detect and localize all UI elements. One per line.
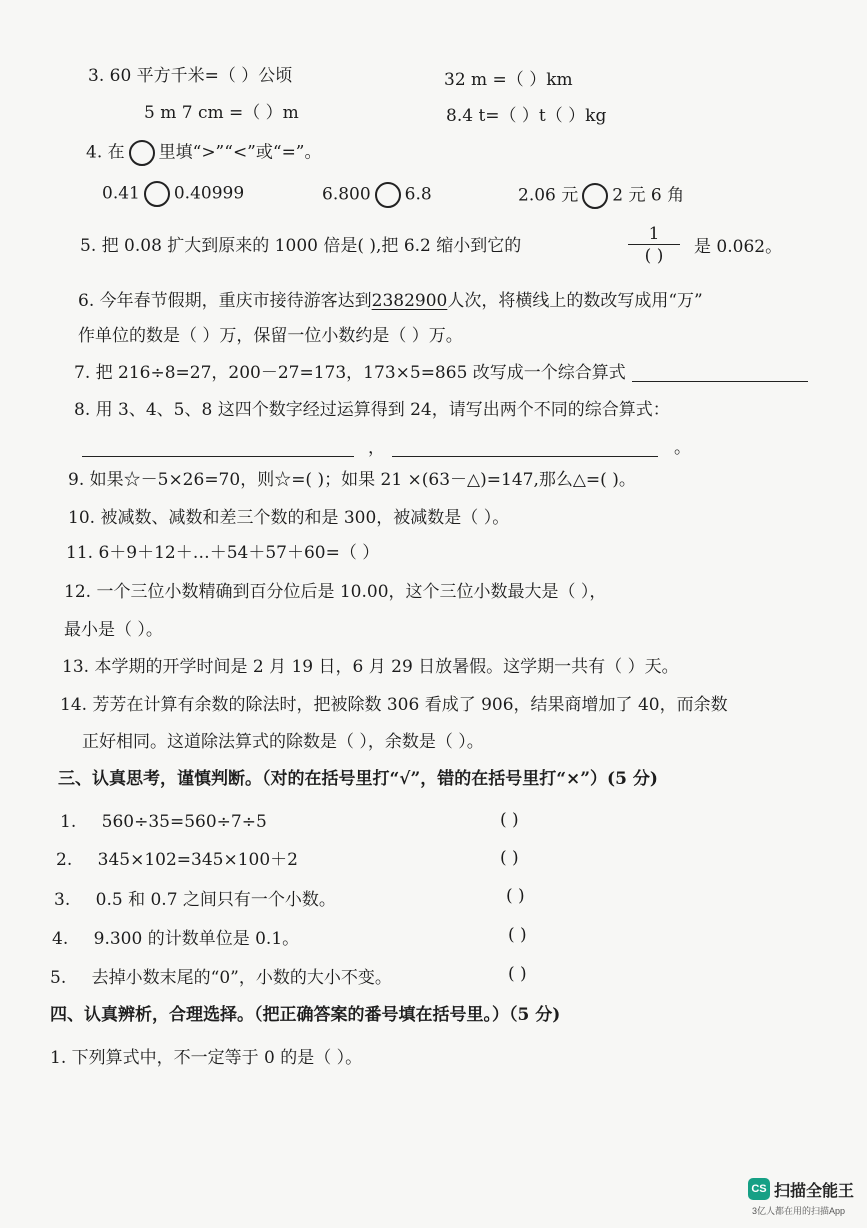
- judge-item-no: 5.: [50, 968, 67, 988]
- judge-paren-4[interactable]: ( ): [508, 925, 527, 945]
- q3-line2-a: 5 m 7 cm =（ ）m: [144, 103, 299, 123]
- q3-line1-b: 32 m =（ ）km: [444, 70, 573, 90]
- q13-text: 13. 本学期的开学时间是 2 月 19 日，6 月 29 日放暑假。这学期一共有（ ）天。: [62, 657, 679, 677]
- q6-underlined-number: 2382900: [371, 291, 448, 311]
- judge-item-1: [60, 810, 267, 834]
- q4-item-right: 6.8: [404, 184, 432, 205]
- section3-title: 三、认真思考，谨慎判断。（对的在括号里打“√”，错的在括号里打“×”）(5 分): [58, 769, 658, 789]
- judge-paren-3[interactable]: ( ): [506, 886, 525, 906]
- fraction-numerator: 1: [648, 224, 660, 244]
- watermark-subtitle: 3亿人都在用的扫描App: [752, 1206, 846, 1216]
- q4-item-left: 0.41: [102, 183, 140, 204]
- judge-item-5: [50, 966, 392, 990]
- q4-item-left: 2.06 元: [518, 185, 579, 206]
- judge-item-text: 去掉小数末尾的“0”，小数的大小不变。: [91, 968, 392, 988]
- q4-item-1: [102, 181, 244, 207]
- q8-answer-line-2[interactable]: [392, 456, 658, 457]
- q8-answer-line-1[interactable]: [82, 456, 354, 457]
- judge-item-3: [54, 888, 336, 912]
- q6-line1-pre: 6. 今年春节假期，重庆市接待游客达到: [78, 291, 372, 311]
- q4-suffix: 里填“>”“<”或“=”。: [158, 142, 322, 163]
- q14-line2: 正好相同。这道除法算式的除数是（ ），余数是（ ）。: [82, 732, 484, 752]
- judge-item-text: 560÷35=560÷7÷5: [101, 812, 267, 832]
- judge-item-4: [52, 927, 299, 951]
- q4-prompt: [86, 140, 322, 166]
- q4-item-3: [518, 183, 684, 209]
- section4-q1: 1. 下列算式中，不一定等于 0 的是（ ）。: [50, 1048, 363, 1068]
- answer-circle-icon[interactable]: [144, 181, 170, 207]
- judge-item-text: 0.5 和 0.7 之间只有一个小数。: [95, 890, 336, 910]
- q3-line2-b: 8.4 t=（ ）t（ ）kg: [446, 106, 607, 126]
- answer-circle-icon[interactable]: [582, 183, 608, 209]
- q7-answer-line[interactable]: [632, 381, 808, 382]
- q4-prefix: 4. 在: [86, 142, 125, 163]
- q9-text: 9. 如果☆－5×26=70，则☆=( )；如果 21 ×(63－△)=147,那么△=( )。: [68, 470, 636, 490]
- watermark-name: 扫描全能王: [774, 1183, 855, 1200]
- q8-end: 。: [674, 438, 691, 458]
- q5-tail: 是 0.062。: [694, 237, 783, 257]
- q5-text: 5. 把 0.08 扩大到原来的 1000 倍是( ),把 6.2 缩小到它的: [80, 236, 522, 256]
- q6-line1: [78, 289, 703, 313]
- q4-item-left: 6.800: [322, 184, 371, 205]
- q6-line1-post: 人次，将横线上的数改写成用“万”: [447, 291, 703, 311]
- q3-line1-a: 3. 60 平方千米=（ ）公顷: [88, 66, 293, 86]
- q4-item-2: [322, 182, 432, 208]
- q6-line2: 作单位的数是（ ）万，保留一位小数约是（ ）万。: [78, 326, 463, 346]
- q8-separator: ，: [368, 438, 385, 458]
- q4-item-right: 2 元 6 角: [612, 185, 685, 206]
- judge-item-no: 2.: [56, 850, 73, 870]
- judge-item-text: 9.300 的计数单位是 0.1。: [93, 929, 300, 949]
- judge-paren-5[interactable]: ( ): [508, 964, 527, 984]
- camscanner-logo-icon: CS: [748, 1178, 770, 1200]
- judge-item-2: [56, 848, 298, 872]
- judge-paren-2[interactable]: ( ): [500, 848, 519, 868]
- q11-text: 11. 6＋9＋12＋…＋54＋57＋60=（ ）: [66, 543, 380, 563]
- q4-item-right: 0.40999: [173, 183, 245, 204]
- q7-text: 7. 把 216÷8=27，200－27=173，173×5=865 改写成一个综合算式: [74, 363, 626, 383]
- q5-fraction: [628, 224, 680, 267]
- judge-paren-1[interactable]: ( ): [500, 810, 519, 830]
- section4-title: 四、认真辨析，合理选择。（把正确答案的番号填在括号里。）（5 分): [50, 1005, 561, 1025]
- q12-line1: 12. 一个三位小数精确到百分位后是 10.00，这个三位小数最大是（ ），: [64, 582, 607, 602]
- q8-text: 8. 用 3、4、5、8 这四个数字经过运算得到 24，请写出两个不同的综合算式：: [74, 400, 670, 420]
- answer-circle-icon[interactable]: [375, 182, 401, 208]
- judge-item-no: 3.: [54, 890, 71, 910]
- compare-circle-icon: [129, 140, 155, 166]
- q12-line2: 最小是（ ）。: [64, 620, 163, 640]
- judge-item-text: 345×102=345×100＋2: [97, 850, 298, 870]
- fraction-denominator: ( ): [644, 246, 664, 266]
- judge-item-no: 1.: [60, 812, 77, 832]
- q10-text: 10. 被减数、减数和差三个数的和是 300，被减数是（ ）。: [68, 508, 510, 528]
- q14-line1: 14. 芳芳在计算有余数的除法时，把被除数 306 看成了 906，结果商增加了 40，而余数: [60, 695, 728, 715]
- judge-item-no: 4.: [52, 929, 69, 949]
